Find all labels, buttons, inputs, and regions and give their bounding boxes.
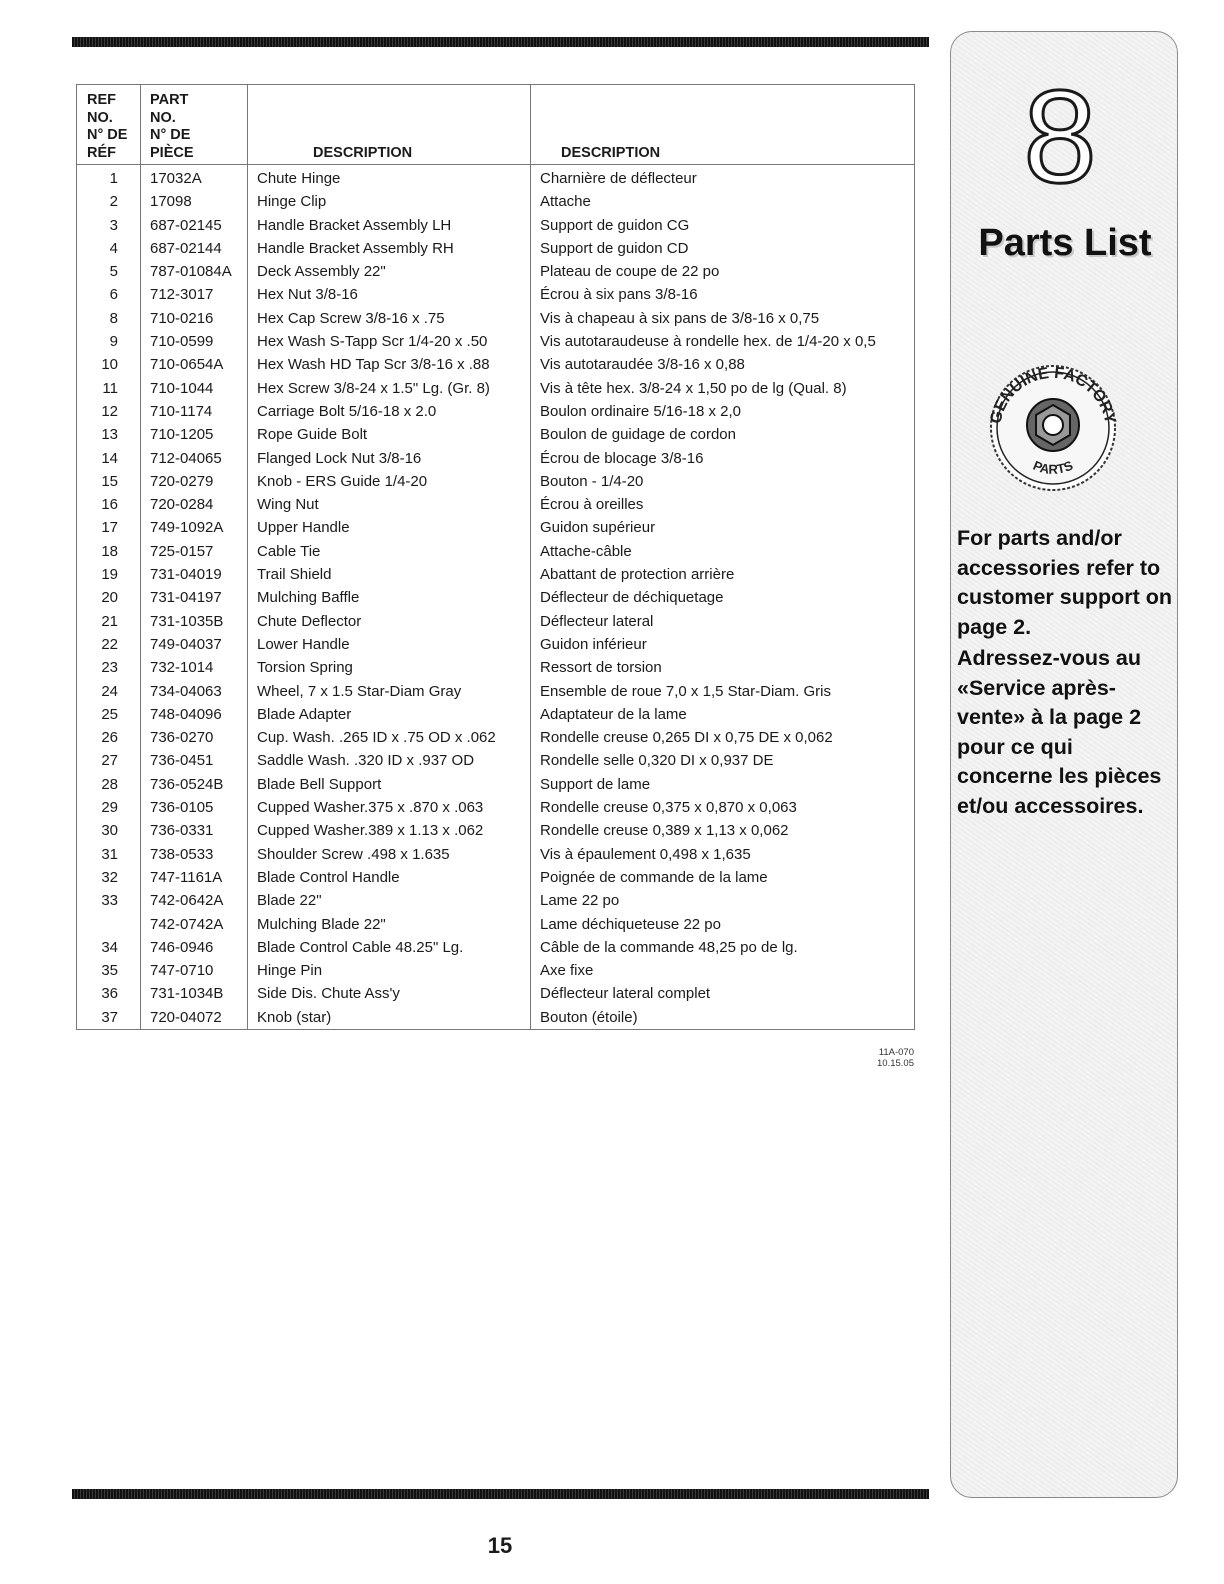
description-en-cell: Cupped Washer.375 x .870 x .063 bbox=[248, 796, 531, 819]
description-en-cell: Wheel, 7 x 1.5 Star-Diam Gray bbox=[248, 680, 531, 703]
ref-cell: 11 bbox=[77, 377, 141, 400]
ref-cell: 3 bbox=[77, 214, 141, 237]
table-row bbox=[77, 423, 915, 446]
description-en-cell: Handle Bracket Assembly LH bbox=[248, 214, 531, 237]
header-part-line: NO. bbox=[150, 109, 176, 126]
ref-cell: 6 bbox=[77, 283, 141, 306]
table-row bbox=[77, 959, 915, 982]
description-fr-cell: Rondelle creuse 0,389 x 1,13 x 0,062 bbox=[531, 819, 915, 842]
description-en-cell: Blade Adapter bbox=[248, 703, 531, 726]
table-row bbox=[77, 516, 915, 539]
table-row bbox=[77, 866, 915, 889]
part-number-cell: 734-04063 bbox=[141, 680, 248, 703]
ref-cell: 32 bbox=[77, 866, 141, 889]
top-rule bbox=[72, 37, 929, 47]
ref-cell: 30 bbox=[77, 819, 141, 842]
ref-cell: 13 bbox=[77, 423, 141, 446]
header-ref-line: NO. bbox=[87, 109, 113, 126]
parts-support-note-en: For parts and/or accessories refer to customer support on page 2. bbox=[957, 526, 1173, 639]
table-row bbox=[77, 470, 915, 493]
part-number-cell: 787-01084A bbox=[141, 260, 248, 283]
table-row bbox=[77, 307, 915, 330]
header-ref-line: REF bbox=[87, 92, 116, 108]
description-fr-cell: Vis à épaulement 0,498 x 1,635 bbox=[531, 843, 915, 866]
part-number-cell: 710-0216 bbox=[141, 307, 248, 330]
table-row bbox=[77, 190, 915, 213]
description-en-cell: Mulching Blade 22" bbox=[248, 913, 531, 936]
table-row bbox=[77, 330, 915, 353]
part-number-cell: 738-0533 bbox=[141, 843, 248, 866]
description-en-cell: Saddle Wash. .320 ID x .937 OD bbox=[248, 749, 531, 772]
ref-cell: 37 bbox=[77, 1006, 141, 1030]
description-fr-cell: Guidon inférieur bbox=[531, 633, 915, 656]
ref-cell: 35 bbox=[77, 959, 141, 982]
table-row bbox=[77, 165, 915, 191]
description-en-cell: Hex Cap Screw 3/8-16 x .75 bbox=[248, 307, 531, 330]
description-en-cell: Upper Handle bbox=[248, 516, 531, 539]
description-fr-cell: Ressort de torsion bbox=[531, 656, 915, 679]
ref-cell: 33 bbox=[77, 889, 141, 912]
header-description-fr: DESCRIPTION bbox=[531, 85, 915, 165]
ref-cell: 23 bbox=[77, 656, 141, 679]
ref-cell: 5 bbox=[77, 260, 141, 283]
part-number-cell: 749-04037 bbox=[141, 633, 248, 656]
table-row bbox=[77, 680, 915, 703]
description-fr-cell: Support de guidon CG bbox=[531, 214, 915, 237]
description-fr-cell: Rondelle creuse 0,265 DI x 0,75 DE x 0,062 bbox=[531, 726, 915, 749]
part-number-cell: 742-0642A bbox=[141, 889, 248, 912]
description-en-cell: Blade Control Handle bbox=[248, 866, 531, 889]
description-fr-cell: Boulon de guidage de cordon bbox=[531, 423, 915, 446]
ref-cell: 17 bbox=[77, 516, 141, 539]
table-row bbox=[77, 400, 915, 423]
description-en-cell: Flanged Lock Nut 3/8-16 bbox=[248, 447, 531, 470]
part-number-cell: 736-0270 bbox=[141, 726, 248, 749]
description-fr-cell: Charnière de déflecteur bbox=[531, 165, 915, 191]
parts-support-note bbox=[957, 524, 1172, 823]
part-number-cell: 710-1205 bbox=[141, 423, 248, 446]
description-en-cell: Knob (star) bbox=[248, 1006, 531, 1030]
description-fr-cell: Vis autotaraudeuse à rondelle hex. de 1/4-20 x 0,5 bbox=[531, 330, 915, 353]
table-row bbox=[77, 377, 915, 400]
badge-bottom-text-path: PARTS bbox=[1030, 457, 1076, 477]
ref-cell: 12 bbox=[77, 400, 141, 423]
part-number-cell: 736-0331 bbox=[141, 819, 248, 842]
section-number-outline bbox=[1005, 78, 1115, 194]
table-row bbox=[77, 353, 915, 376]
description-en-cell: Blade 22" bbox=[248, 889, 531, 912]
table-row bbox=[77, 1006, 915, 1030]
part-number-cell: 731-04197 bbox=[141, 586, 248, 609]
description-en-cell: Hinge Pin bbox=[248, 959, 531, 982]
part-number-cell: 17098 bbox=[141, 190, 248, 213]
part-number-cell: 736-0524B bbox=[141, 773, 248, 796]
part-number-cell: 732-1014 bbox=[141, 656, 248, 679]
header-ref bbox=[77, 85, 141, 165]
description-en-cell: Carriage Bolt 5/16-18 x 2.0 bbox=[248, 400, 531, 423]
part-number-cell: 712-3017 bbox=[141, 283, 248, 306]
description-en-cell: Rope Guide Bolt bbox=[248, 423, 531, 446]
table-row bbox=[77, 610, 915, 633]
ref-cell: 24 bbox=[77, 680, 141, 703]
description-fr-cell: Vis autotaraudée 3/8-16 x 0,88 bbox=[531, 353, 915, 376]
part-number-cell: 710-1174 bbox=[141, 400, 248, 423]
part-number-cell: 731-04019 bbox=[141, 563, 248, 586]
ref-cell bbox=[77, 913, 141, 936]
header-part-line: PIÈCE bbox=[150, 144, 194, 161]
description-fr-cell: Support de guidon CD bbox=[531, 237, 915, 260]
header-part-line: PART bbox=[150, 92, 189, 108]
table-row bbox=[77, 819, 915, 842]
description-en-cell: Cup. Wash. .265 ID x .75 OD x .062 bbox=[248, 726, 531, 749]
ref-cell: 1 bbox=[77, 165, 141, 191]
part-number-cell: 748-04096 bbox=[141, 703, 248, 726]
description-en-cell: Lower Handle bbox=[248, 633, 531, 656]
description-fr-cell: Bouton (étoile) bbox=[531, 1006, 915, 1030]
section-title: Parts List bbox=[978, 222, 1152, 264]
ref-cell: 22 bbox=[77, 633, 141, 656]
ref-cell: 27 bbox=[77, 749, 141, 772]
part-number-cell: 725-0157 bbox=[141, 540, 248, 563]
table-row bbox=[77, 447, 915, 470]
description-fr-cell: Lame 22 po bbox=[531, 889, 915, 912]
description-fr-cell: Attache-câble bbox=[531, 540, 915, 563]
part-number-cell: 720-04072 bbox=[141, 1006, 248, 1030]
part-number-cell: 710-1044 bbox=[141, 377, 248, 400]
description-fr-cell: Support de lame bbox=[531, 773, 915, 796]
description-fr-cell: Bouton - 1/4-20 bbox=[531, 470, 915, 493]
part-number-cell: 17032A bbox=[141, 165, 248, 191]
parts-table-body bbox=[77, 165, 915, 1030]
table-row bbox=[77, 633, 915, 656]
description-en-cell: Hex Wash HD Tap Scr 3/8-16 x .88 bbox=[248, 353, 531, 376]
description-fr-cell: Lame déchiqueteuse 22 po bbox=[531, 913, 915, 936]
section-number-glyph: 8 bbox=[1023, 78, 1097, 194]
part-number-cell: 720-0284 bbox=[141, 493, 248, 516]
parts-table bbox=[76, 84, 915, 1030]
description-fr-cell: Déflecteur lateral bbox=[531, 610, 915, 633]
document-code-date: 10.15.05 bbox=[877, 1058, 914, 1069]
part-number-cell: 720-0279 bbox=[141, 470, 248, 493]
ref-cell: 16 bbox=[77, 493, 141, 516]
description-en-cell: Knob - ERS Guide 1/4-20 bbox=[248, 470, 531, 493]
ref-cell: 36 bbox=[77, 982, 141, 1005]
description-fr-cell: Ensemble de roue 7,0 x 1,5 Star-Diam. Gris bbox=[531, 680, 915, 703]
description-en-cell: Hinge Clip bbox=[248, 190, 531, 213]
table-row bbox=[77, 563, 915, 586]
description-fr-cell: Rondelle creuse 0,375 x 0,870 x 0,063 bbox=[531, 796, 915, 819]
description-fr-cell: Vis à tête hex. 3/8-24 x 1,50 po de lg (Qual. 8) bbox=[531, 377, 915, 400]
description-fr-cell: Boulon ordinaire 5/16-18 x 2,0 bbox=[531, 400, 915, 423]
header-part bbox=[141, 85, 248, 165]
description-en-cell: Cupped Washer.389 x 1.13 x .062 bbox=[248, 819, 531, 842]
parts-support-note-fr: Adressez-vous au «Service après-vente» à la page 2 pour ce qui concerne les pièces et/ou accessoires. bbox=[957, 646, 1162, 818]
badge-top-text-path: GENUINE FACTORY bbox=[987, 364, 1119, 426]
part-number-cell: 742-0742A bbox=[141, 913, 248, 936]
table-row bbox=[77, 586, 915, 609]
table-row bbox=[77, 260, 915, 283]
description-en-cell: Cable Tie bbox=[248, 540, 531, 563]
description-fr-cell: Abattant de protection arrière bbox=[531, 563, 915, 586]
description-fr-cell: Écrou à six pans 3/8-16 bbox=[531, 283, 915, 306]
ref-cell: 4 bbox=[77, 237, 141, 260]
description-en-cell: Handle Bracket Assembly RH bbox=[248, 237, 531, 260]
part-number-cell: 687-02145 bbox=[141, 214, 248, 237]
description-fr-cell: Rondelle selle 0,320 DI x 0,937 DE bbox=[531, 749, 915, 772]
table-row bbox=[77, 237, 915, 260]
description-en-cell: Mulching Baffle bbox=[248, 586, 531, 609]
part-number-cell: 736-0451 bbox=[141, 749, 248, 772]
ref-cell: 28 bbox=[77, 773, 141, 796]
description-fr-cell: Déflecteur de déchiquetage bbox=[531, 586, 915, 609]
part-number-cell: 749-1092A bbox=[141, 516, 248, 539]
table-row bbox=[77, 913, 915, 936]
header-part-line: N° DE bbox=[150, 127, 191, 143]
description-fr-cell: Attache bbox=[531, 190, 915, 213]
description-en-cell: Hex Nut 3/8-16 bbox=[248, 283, 531, 306]
table-row bbox=[77, 493, 915, 516]
table-row bbox=[77, 796, 915, 819]
description-fr-cell: Axe fixe bbox=[531, 959, 915, 982]
description-en-cell: Side Dis. Chute Ass'y bbox=[248, 982, 531, 1005]
description-en-cell: Deck Assembly 22" bbox=[248, 260, 531, 283]
description-fr-cell: Câble de la commande 48,25 po de lg. bbox=[531, 936, 915, 959]
ref-cell: 21 bbox=[77, 610, 141, 633]
bottom-rule bbox=[72, 1489, 929, 1499]
description-en-cell: Chute Hinge bbox=[248, 165, 531, 191]
document-code-id: 11A-070 bbox=[878, 1047, 914, 1058]
part-number-cell: 712-04065 bbox=[141, 447, 248, 470]
description-fr-cell: Vis à chapeau à six pans de 3/8-16 x 0,75 bbox=[531, 307, 915, 330]
ref-cell: 18 bbox=[77, 540, 141, 563]
part-number-cell: 687-02144 bbox=[141, 237, 248, 260]
table-header-row bbox=[77, 85, 915, 165]
table-row bbox=[77, 283, 915, 306]
table-row bbox=[77, 726, 915, 749]
table-row bbox=[77, 843, 915, 866]
ref-cell: 9 bbox=[77, 330, 141, 353]
description-en-cell: Trail Shield bbox=[248, 563, 531, 586]
description-en-cell: Hex Screw 3/8-24 x 1.5" Lg. (Gr. 8) bbox=[248, 377, 531, 400]
header-ref-line: RÉF bbox=[87, 144, 116, 161]
table-row bbox=[77, 982, 915, 1005]
part-number-cell: 747-0710 bbox=[141, 959, 248, 982]
ref-cell: 29 bbox=[77, 796, 141, 819]
document-code bbox=[830, 1047, 914, 1069]
part-number-cell: 731-1034B bbox=[141, 982, 248, 1005]
ref-cell: 8 bbox=[77, 307, 141, 330]
ref-cell: 2 bbox=[77, 190, 141, 213]
description-en-cell: Torsion Spring bbox=[248, 656, 531, 679]
genuine-factory-parts-badge bbox=[978, 353, 1128, 498]
part-number-cell: 736-0105 bbox=[141, 796, 248, 819]
description-en-cell: Blade Bell Support bbox=[248, 773, 531, 796]
description-fr-cell: Guidon supérieur bbox=[531, 516, 915, 539]
ref-cell: 19 bbox=[77, 563, 141, 586]
header-ref-line: N° DE bbox=[87, 127, 128, 143]
table-row bbox=[77, 749, 915, 772]
table-row bbox=[77, 540, 915, 563]
part-number-cell: 710-0599 bbox=[141, 330, 248, 353]
ref-cell: 10 bbox=[77, 353, 141, 376]
ref-cell: 15 bbox=[77, 470, 141, 493]
description-fr-cell: Poignée de commande de la lame bbox=[531, 866, 915, 889]
badge-bolt-hole-icon bbox=[1043, 415, 1063, 435]
ref-cell: 14 bbox=[77, 447, 141, 470]
description-en-cell: Hex Wash S-Tapp Scr 1/4-20 x .50 bbox=[248, 330, 531, 353]
description-en-cell: Wing Nut bbox=[248, 493, 531, 516]
part-number-cell: 731-1035B bbox=[141, 610, 248, 633]
header-description-en: DESCRIPTION bbox=[248, 85, 531, 165]
table-row bbox=[77, 703, 915, 726]
ref-cell: 26 bbox=[77, 726, 141, 749]
page-number: 15 bbox=[487, 1533, 513, 1558]
ref-cell: 25 bbox=[77, 703, 141, 726]
ref-cell: 34 bbox=[77, 936, 141, 959]
part-number-cell: 747-1161A bbox=[141, 866, 248, 889]
ref-cell: 20 bbox=[77, 586, 141, 609]
description-en-cell: Blade Control Cable 48.25" Lg. bbox=[248, 936, 531, 959]
description-fr-cell: Écrou de blocage 3/8-16 bbox=[531, 447, 915, 470]
part-number-cell: 746-0946 bbox=[141, 936, 248, 959]
table-row bbox=[77, 889, 915, 912]
part-number-cell: 710-0654A bbox=[141, 353, 248, 376]
description-en-cell: Shoulder Screw .498 x 1.635 bbox=[248, 843, 531, 866]
description-fr-cell: Plateau de coupe de 22 po bbox=[531, 260, 915, 283]
ref-cell: 31 bbox=[77, 843, 141, 866]
table-row bbox=[77, 773, 915, 796]
description-fr-cell: Adaptateur de la lame bbox=[531, 703, 915, 726]
table-row bbox=[77, 656, 915, 679]
description-en-cell: Chute Deflector bbox=[248, 610, 531, 633]
table-row bbox=[77, 936, 915, 959]
table-row bbox=[77, 214, 915, 237]
description-fr-cell: Écrou à oreilles bbox=[531, 493, 915, 516]
description-fr-cell: Déflecteur lateral complet bbox=[531, 982, 915, 1005]
